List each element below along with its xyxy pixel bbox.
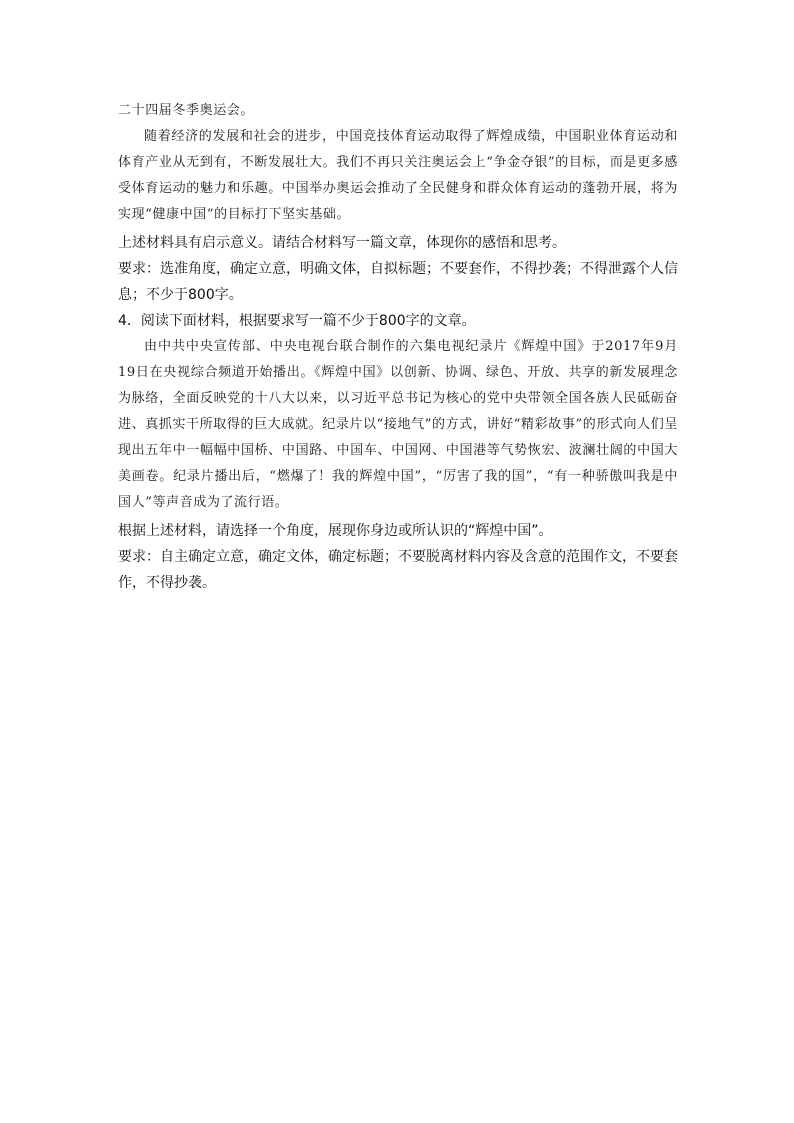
q4-instruction: 根据上述材料，请选择一个角度，展现你身边或所认识的“辉煌中国”。 [118, 523, 553, 539]
q3-requirement: 要求：选准角度，确定立意，明确文体，自拟标题；不要套作，不得抄袭；不得泄露个人信息；不少于800字。 [118, 261, 678, 303]
q4-prompt: 4．阅读下面材料，根据要求写一篇不少于800字的文章。 [118, 313, 476, 329]
q4-requirement: 要求：自主确定立意，确定文体，确定标题；不要脱离材料内容及含意的范围作文，不要套作，不得抄袭。 [118, 549, 678, 591]
q3-material-paragraph: 随着经济的发展和社会的进步，中国竞技体育运动取得了辉煌成绩，中国职业体育运动和体育产业从无到有，不断发展壮大。我们不再只关注奥运会上“争金夺银”的目标，而是更多感受体育运动的魅力和乐趣。中国举办奥运会推动了全民健身和群众体育运动的蓬勃开展，将为实现“健康中国”的目标打下坚实基础。 [118, 129, 678, 222]
q3-material-end: 二十四届冬季奥运会。 [118, 103, 255, 118]
document-page [118, 98, 678, 596]
q4-material-paragraph: 由中共中央宣传部、中央电视台联合制作的六集电视纪录片《辉煌中国》于2017年9月19日在央视综合频道开始播出。《辉煌中国》以创新、协调、绿色、开放、共享的新发展理念为脉络，全面反映党的十八大以来，以习近平总书记为核心的党中央带领全国各族人民砥砺奋进、真抓实干所取得的巨大成就。纪录片以“接地气”的方式，讲好“精彩故事”的形式向人们呈现出五年中一幅幅中国桥、中国路、中国车、中国网、中国港等气势恢宏、波澜壮阔的中国大美画卷。纪录片播出后，“燃爆了！我的辉煌中国”，“厉害了我的国”，“有一种骄傲叫我是中国人”等声音成为了流行语。 [118, 339, 678, 510]
q3-instruction: 上述材料具有启示意义。请结合材料写一篇文章，体现你的感悟和思考。 [118, 235, 566, 251]
